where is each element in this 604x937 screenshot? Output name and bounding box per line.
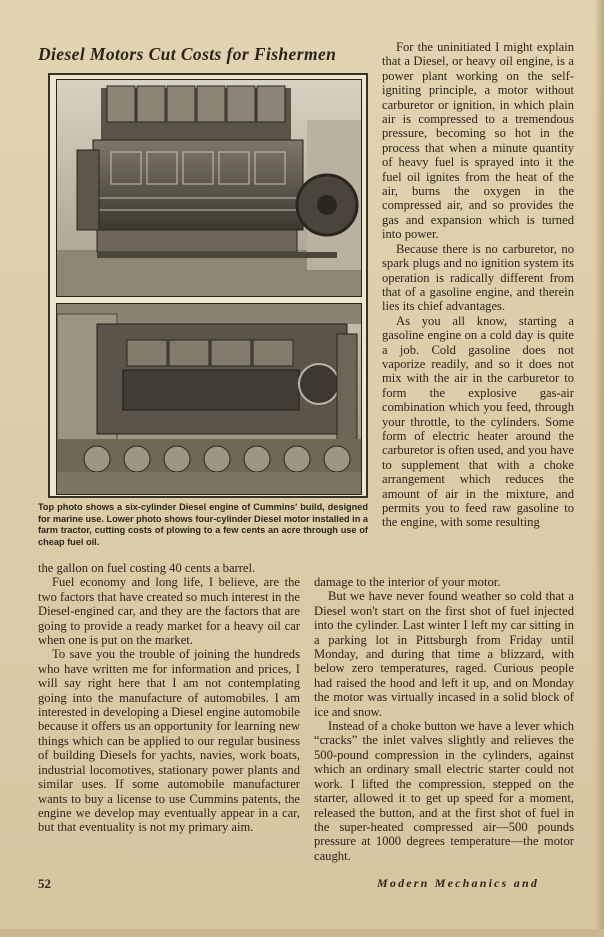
paragraph: To save you the trouble of joining the hundreds who have written me for information and prices, I will say right here that I am not contemplating going into the manufacture of automobiles. I am interested in developing a Diesel engine automobile because it offers us an opportunity for learning new things which can be applied to our regular business of building Diesels for yachts, navies, work boats, industrial locomotives, stationary power plants and similar uses. If some automobile manufacturer wants to buy a license to use Cummins patents, the engine we develop may eventually appear in a car, but that eventuality is not my primary aim.	[38, 647, 300, 835]
tractor-illustration	[57, 304, 361, 494]
left-column-bottom	[38, 561, 300, 835]
page-number: 52	[38, 876, 51, 891]
marine-diesel-engine-photo	[56, 79, 362, 297]
engine-illustration	[57, 80, 361, 296]
paragraph: the gallon on fuel costing 40 cents a barrel.	[38, 561, 256, 575]
page-bottom-edge	[0, 929, 604, 937]
paragraph: Instead of a choke button we have a lever which “cracks” the inlet valves slightly and relieves the 500-pound compression in the cylinders, against which an ordinary small electric starter could not work. I lifted the compression, stepped on the starter, allowed it to get up speed for a moment, released the button, and at the first shot of fuel in the super-heated compressed air—500 pounds pressure at 1000 degrees temperature—the motor caught.	[314, 719, 574, 863]
tractor-diesel-motor-photo	[56, 303, 362, 495]
paragraph: Fuel economy and long life, I believe, are the two factors that have created so much interest in the Diesel-engined car, and they are the factors that are going to provide a ready market for a heavy oil car when one is put on the market.	[38, 575, 300, 648]
paragraph: Because there is no carburetor, no spark plugs and no ignition system its operation is radically different from that of a gasoline engine, and therein lies its chief advantages.	[382, 241, 574, 314]
page-edge-shadow	[594, 0, 604, 937]
magazine-footer: Modern Mechanics and	[377, 876, 540, 890]
paragraph: damage to the interior of your motor.	[314, 575, 501, 589]
paragraph: As you all know, starting a gasoline engine on a cold day is quite a job. Cold gasoline does not vaporize readily, and so it does not mix with the air in the carburetor to form the explosive gas-air combination which you feed, through your throttle, to the cylinders. Some form of electric heater around the carburetor is often used, and you have to supplement that with a choke arrangement which reduces the amount of air in the mixture, and permits you to feed raw gasoline to the engine, with some resulting	[382, 313, 574, 530]
photo-frame	[48, 73, 368, 498]
paragraph: For the uninitiated I might explain that a Diesel, or heavy oil engine, is a power plant working on the self-igniting principle, a motor without carburetor or ignition, in which plain air is compressed to a tremendous pressure, becoming so hot in the process that when a minute quantity of heavy fuel is sprayed into it the fuel oil ignites from the heat of the air, burns the oxygen in the compressed air, and so provides the gas and expansion which is turned into power.	[382, 40, 574, 242]
right-column-top	[382, 40, 574, 530]
article-title: Diesel Motors Cut Costs for Fishermen	[38, 44, 337, 64]
photo-caption: Top photo shows a six-cylinder Diesel engine of Cummins' build, designed for marine use. Lower photo shows four-cylinder Diesel motor installed in a farm tractor, cutting costs of plowing to a few cents an acre through use of cheap fuel oil.	[38, 502, 368, 547]
paragraph: But we have never found weather so cold that a Diesel won't start on the first shot of fuel injected into the cylinder. Last winter I left my car sitting in a parking lot in Pittsburgh from Friday until Monday, and during that time a blizzard, with below zero temperatures, raged. Curious people had raised the hood and left it up, and on Monday the motor was virtually incased in a solid block of ice and snow.	[314, 589, 574, 719]
right-column-bottom	[314, 575, 574, 863]
